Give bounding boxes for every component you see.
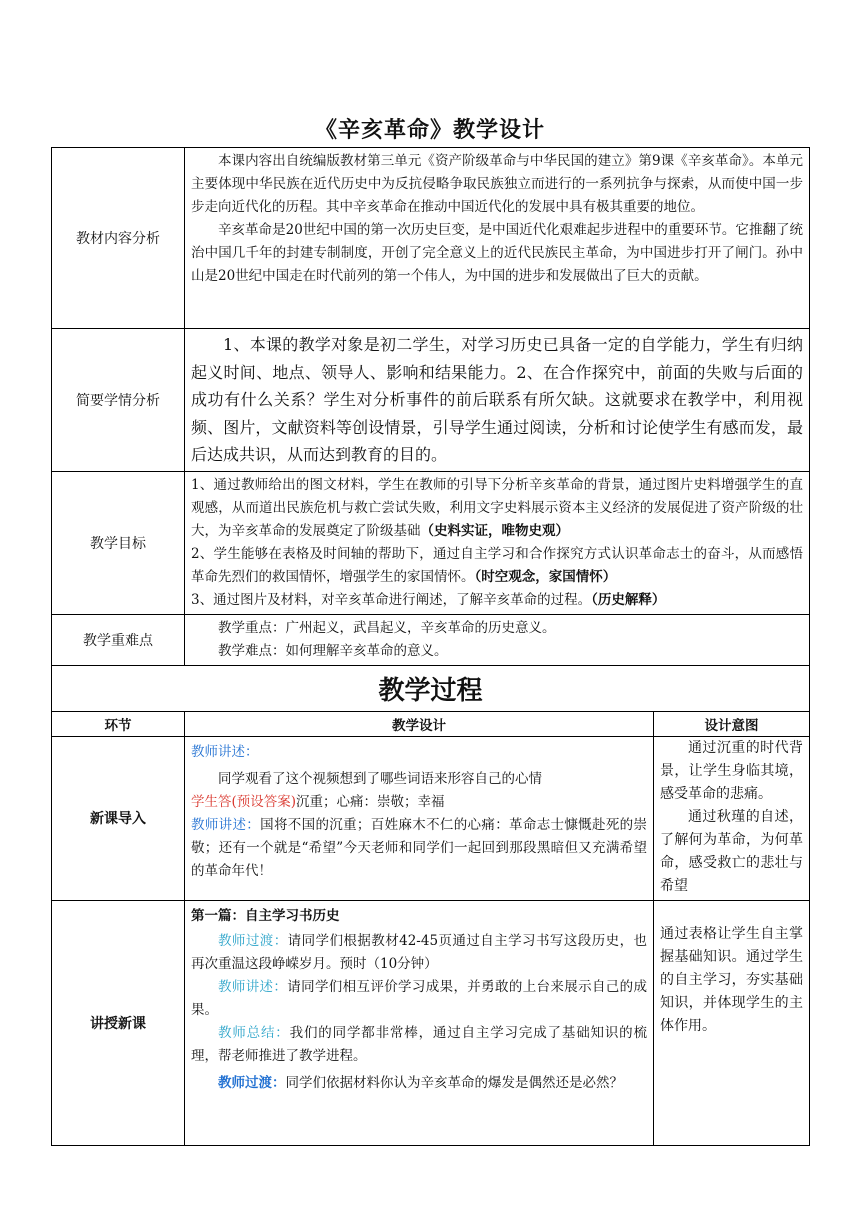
design-line: 教师讲述：国将不国的沉重；百姓麻木不仁的心痛：革命志士慷慨赴死的崇敬；还有一个就是“希望”今天老师和同学们一起回到那段黑暗但又充满希望的革命年代！ <box>191 816 647 879</box>
design-line: 教师讲述：请同学们相互评价学习成果，并勇敢的上台来展示自己的成果。 <box>191 978 647 1018</box>
intent-cell <box>654 900 810 1145</box>
row-student-analysis <box>52 329 810 472</box>
intent-cell <box>654 736 810 900</box>
paragraph: 辛亥革命是20世纪中国的第一次历史巨变，是中国近代化艰难起步进程中的重要环节。它推翻了统治中国几千年的封建专制制度，开创了完全意义上的近代民族民主革命，为中国进步打开了闸门。孙中山是20世纪中国走在时代前列的第一个伟人，为中国的进步和发展做出了巨大的贡献。 <box>191 222 804 284</box>
key-points-cell <box>185 614 810 665</box>
design-line: 教师过渡：同学们依据材料你认为辛亥革命的爆发是偶然还是必然？ <box>218 1074 623 1091</box>
row-content-analysis <box>52 148 810 329</box>
goal-item: 3、通过图片及材料，对辛亥革命进行阐述，了解辛亥革命的过程。（历史解释） <box>191 591 666 608</box>
row-label: 教材内容分析 <box>52 148 185 329</box>
design-line: 教师过渡：请同学们根据教材42-45页通过自主学习书写这段历史，也再次重温这段峥嵘岁月。预时（10分钟） <box>191 932 648 972</box>
goal-item: 1、通过教师给出的图文材料，学生在教师的引导下分析辛亥革命的背景，通过图片史料增强学生的直观感，从而道出民族危机与救亡尝试失败，利用文字史料展示资本主义经济的发展促进了资产阶级的壮大，为辛亥革命的发展奠定了阶级基础（史料实证，唯物史观） <box>191 476 804 539</box>
row-key-points <box>52 614 810 665</box>
column-header: 教学设计 <box>185 711 654 736</box>
goal-tag: （时空观念，家国情怀） <box>474 568 617 585</box>
speaker-label: 教师过渡： <box>218 932 288 949</box>
design-line: 教师总结：我们的同学都非常棒，通过自主学习完成了基础知识的梳理，帮老师推进了教学进程。 <box>191 1024 648 1064</box>
design-cell <box>185 736 654 900</box>
speaker-label: 教师讲述： <box>191 816 261 833</box>
speaker-label: 学生答(预设答案) <box>191 793 297 810</box>
column-header: 设计意图 <box>654 711 810 736</box>
teaching-goals-cell <box>185 471 810 614</box>
row-teaching-goals <box>52 471 810 614</box>
content-analysis-cell <box>185 148 810 329</box>
goal-tag: （历史解释） <box>591 591 666 608</box>
stage-label: 新课导入 <box>52 736 185 900</box>
process-column-headers <box>52 711 810 736</box>
key-point-line: 教学难点：如何理解辛亥革命的意义。 <box>218 642 448 659</box>
process-row-intro <box>52 736 810 900</box>
design-line: 同学观看了这个视频想到了哪些词语来形容自己的心情 <box>218 770 542 787</box>
design-line: 学生答(预设答案)沉重；心痛：崇敬；幸福 <box>191 793 445 810</box>
paragraph: 本课内容出自统编版教材第三单元《资产阶级革命与中华民国的建立》第9课《辛亥革命》。本单元主要体现中华民族在近代历史中为反抗侵略争取民族独立而进行的一系列抗争与探索，从而使中国一步步走向近代化的历程。其中辛亥革命在推动中国近代化的发展中具有极其重要的地位。 <box>191 153 804 215</box>
stage-label: 讲授新课 <box>52 900 185 1145</box>
speaker-label: 教师总结： <box>218 1024 290 1041</box>
document-title: 《辛亥革命》教学设计 <box>314 117 545 143</box>
speaker-label: 教师讲述： <box>218 978 288 995</box>
intent-line: 通过沉重的时代背景，让学生身临其境，感受革命的悲痛。 <box>660 739 804 802</box>
paragraph: 1、本课的教学对象是初二学生，对学习历史已具备一定的自学能力，学生有归纳起义时间、地点、领导人、影响和结果能力。2、在合作探究中，前面的失败与后面的成功有什么关系？学生对分析事件的前后联系有所欠缺。这就要求在教学中，利用视频、图片，文献资料等创设情景，引导学生通过阅读，分析和讨论使学生有感而发，最后达成共识，从而达到教育的目的。 <box>191 335 804 464</box>
key-point-line: 教学重点：广州起义，武昌起义，辛亥革命的历史意义。 <box>218 619 556 636</box>
student-analysis-cell <box>185 329 810 472</box>
goal-tag: （史料实证，唯物史观） <box>420 522 569 539</box>
speaker-label: 教师讲述： <box>191 743 259 760</box>
lesson-plan-table <box>51 147 810 1146</box>
process-row-new-lesson <box>52 900 810 1145</box>
section-title: 第一篇：自主学习书历史 <box>191 907 340 924</box>
row-label: 简要学情分析 <box>52 329 185 472</box>
column-header: 环节 <box>52 711 185 736</box>
process-heading-row <box>52 665 810 711</box>
row-label: 教学目标 <box>52 471 185 614</box>
speaker-label: 教师过渡： <box>218 1074 286 1091</box>
intent-line: 通过表格让学生自主掌握基础知识。通过学生的自主学习，夯实基础知识，并体现学生的主体作用。 <box>660 925 804 1034</box>
goal-item: 2、学生能够在表格及时间轴的帮助下，通过自主学习和合作探究方式认识革命志士的奋斗，从而感悟革命先烈们的救国情怀，增强学生的家国情怀。（时空观念，家国情怀） <box>191 545 804 585</box>
design-cell <box>185 900 654 1145</box>
process-heading: 教学过程 <box>52 665 810 711</box>
design-line <box>191 741 647 764</box>
intent-line: 通过秋瑾的自述，了解何为革命，为何革命，感受救亡的悲壮与希望 <box>660 808 804 894</box>
row-label: 教学重难点 <box>52 614 185 665</box>
